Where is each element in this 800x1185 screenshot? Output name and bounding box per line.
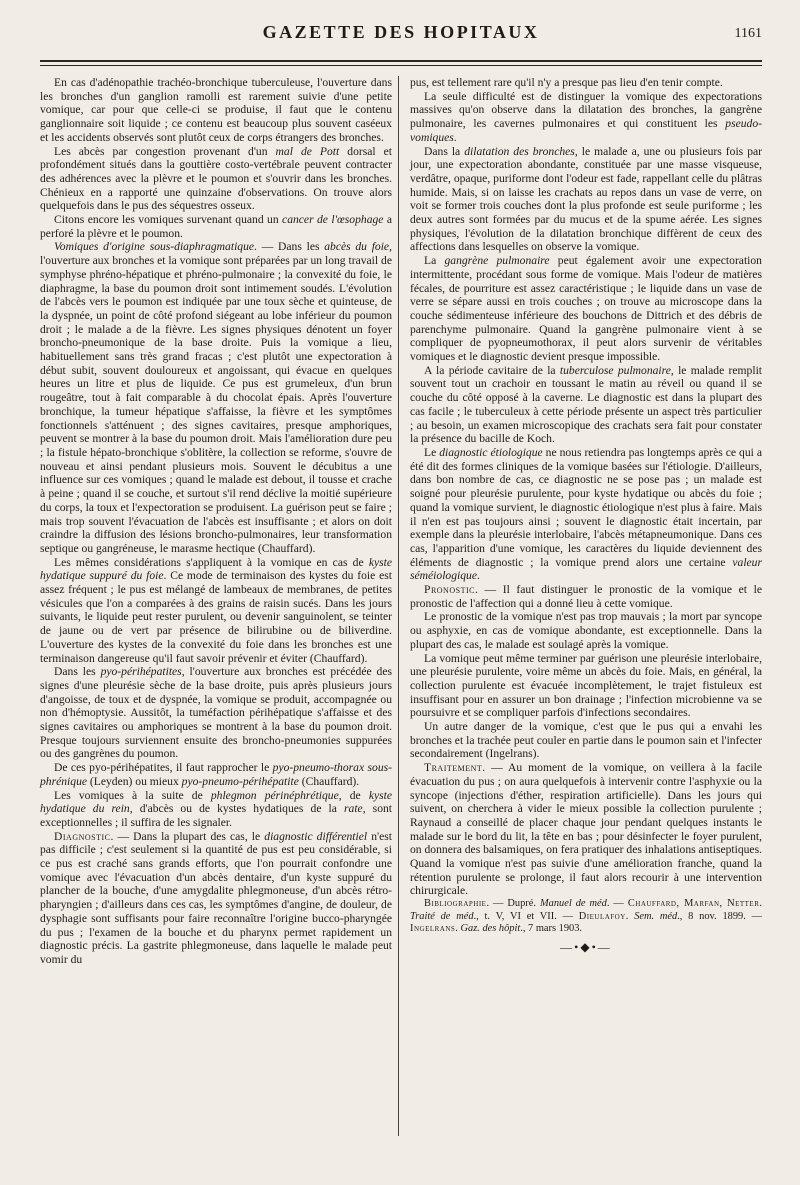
text-span: . (455, 923, 461, 934)
right-column (410, 76, 762, 955)
paragraph (410, 652, 762, 721)
smallcaps-span: Traitement (424, 761, 483, 775)
italic-span: rate (344, 802, 363, 816)
text-span: Les abcès par congestion provenant d'un (54, 144, 276, 158)
paragraph (410, 254, 762, 364)
header-rule-thick (40, 60, 762, 62)
text-span: Les vomiques à la suite de (54, 788, 211, 802)
italic-span: kyste hydatique suppuré du foie (40, 555, 392, 583)
italic-span: dilatation des bronches (464, 144, 575, 158)
paragraph (40, 830, 392, 967)
text-span: . — Dans la plupart des cas, le (110, 829, 265, 843)
paragraph (40, 665, 392, 761)
italic-span: pyo-pneumo-thorax sous-phrénique (40, 761, 392, 788)
text-span: La seule difficulté est de distinguer la vomique des expectorations massives qu'on observe dans la dilatation des bronches, la gangrène pulmonaire, les cavernes pulmonaires et qui constituent les (410, 89, 762, 131)
left-column (40, 76, 392, 967)
italic-span: diagnostic différentiel (264, 829, 368, 843)
paragraph (410, 898, 762, 935)
text-span: ., t. V, VI et VII. — (473, 910, 579, 922)
italic-span: Manuel de méd (539, 898, 607, 910)
text-span: . (759, 898, 762, 910)
text-span: Dans les (54, 665, 101, 679)
text-span: Dans la (424, 144, 465, 158)
italic-span: kyste hydatique du rein (40, 788, 392, 816)
italic-span: pseudo-vomiques (410, 117, 762, 144)
end-ornament: —•◆•— (560, 940, 612, 955)
running-title: GAZETTE DES HOPITAUX (262, 22, 540, 42)
page-header (40, 18, 762, 48)
text-span: peut également avoir une expectoration intermittente, procédant sous forme de vomique. Mais l'odeur de matières fécales, de pourriture est assez caractéristique ; le liquide dans un vase de verre se sépare aussi en trois couches ; on trouve au microscope dans la couche sédimenteuse inférieure des bouchons de Dittrich et des débris de parenchyme pulmonaire. Quand la gangrène pulmonaire vient à se compliquer de pyopneumothorax, il peut alors survenir de véritables vomiques et le diagnostic devient presque impossible. (410, 254, 762, 364)
text-span: . — Il faut distinguer le pronostic de la vomique et le pronostic de l'affection qui a donné lieu à cette vomique. (410, 583, 762, 610)
text-span: A la période cavitaire de la (424, 363, 560, 377)
text-span: Citons encore les vomiques survenant quand un (54, 213, 283, 227)
text-span: , d'abcès ou de kystes hydatiques de la (129, 802, 345, 816)
paragraph (410, 761, 762, 898)
italic-span: Gaz. des hôpit (460, 923, 521, 934)
text-span: (Leyden) ou mieux (87, 774, 182, 788)
text-span: , sont exceptionnelles ; il suffira de les signaler. (40, 802, 393, 829)
paragraph (40, 240, 392, 555)
text-span: , le malade remplit souvent tout un crachoir en toussant le matin au réveil ou quand il se couche du côté opposé à la caverne. Le diagnostic est dans la plupart des cas facile ; le tuberculeux à cette période présente un aspect très particulier ; au besoin, un examen microscopique des crachats sera fait pour constater la présence du bacille de Koch. (410, 363, 763, 446)
italic-span: abcès du foie (324, 240, 390, 254)
paragraph (410, 446, 762, 583)
paragraph (410, 720, 762, 761)
text-span: ., 8 nov. 1899. — (677, 910, 763, 922)
paragraph (410, 145, 762, 255)
italic-span: pyo-pneumo-périhépatite (181, 774, 299, 788)
paragraph (40, 789, 392, 830)
smallcaps-span: Ingelrans (410, 923, 456, 934)
italic-span: gangrène pulmonaire (444, 254, 550, 268)
text-span: , l'ouverture aux bronches et la vomique sont préparées par un long travail de symphyse phréno-hépatique et phréno-pulmonaire ; la convexité du foie, le diaphragme, la base du poumon droit sont intimement soudés. L'évolution de l'abcès vers le poumon est indiquée par une toux sèche et quinteuse, de la dyspnée, un point de côté profond siégeant au lobe inférieur du poumon droit ; le malade a de la fièvre. Les signes physiques dénotent un foyer broncho-pneumonique de la base droite. Puis la vomique a lieu, habituellement sans très grand fracas ; c'est plutôt une expectoration à début subit, souvent douloureux et angoissant, qui évacue en quelques heures un litre et plus de liquide. Ce pus est grumeleux, d'un brun rougeâtre, tout à fait comparable à du chocolat épais. Après l'ouverture bronchique, la tumeur hépatique s'affaisse, la fièvre et les symptômes fonctionnels s'atténuent ; des signes cavitaires, presque amphoriques, peuvent se montrer à la base du poumon droit. Mais l'amélioration dure peu ; la fistule hépato-bronchique s'oblitère, la collection se reforme, s'ouvre de nouveau et ainsi pendant plusieurs mois. Souvent le décubitus a une influence sur ces vomiques ; quand le malade est debout, il tousse et crache à peine ; quand il se couche, et surtout s'il rend déclive la moitié supérieure du corps, la toux et l'expectoration se produisent. La guérison peut se faire ; mais trop souvent l'évacuation de l'abcès est insuffisante ; et alors on doit craindre la diffusion des lésions broncho-pulmonaires, leur transformation septique ou gangréneuse, le marasme hectique (Chauffard). (40, 240, 392, 555)
italic-span: Traité de méd (410, 910, 474, 922)
smallcaps-span: Dieulafoy (578, 910, 626, 922)
text-span: , l'ouverture aux bronches est précédée des signes d'une pleurésie sèche de la base droite, puis après plusieurs jours d'angoisse, de toux et de dyspnée, la vomique se produit, accompagnée ou non d'hémoptysie. Aussitôt, la tuméfaction périhépatique s'affaisse et des signes cavitaires ou amphoriques se montrent à la base du poumon droit. Presque toujours surviennent ensuite des broncho-pneumonies suppurées ou des gangrènes du poumon. (40, 665, 392, 761)
text-span: En cas d'adénopathie trachéo-bronchique tuberculeuse, l'ouverture dans les bronches d'un ganglion ramolli est rarement suivie d'une petite vomique, car pour que celle-ci se produise, il faut que le contenu ganglionnaire soit liquide ; ce contenu est beaucoup plus souvent caséeux et les accidents observés sont plutôt ceux de corps étrangers des bronches. (40, 76, 392, 144)
text-span: a perforé la plèvre et le poumon. (40, 213, 392, 240)
page-number: 1161 (734, 26, 762, 41)
text-span: Les mêmes considérations s'appliquent à la vomique en cas de (54, 555, 369, 569)
italic-span: diagnostic étiologique (439, 445, 543, 459)
paragraph (410, 364, 762, 446)
text-span: . (453, 130, 457, 144)
paragraph (40, 145, 392, 214)
smallcaps-span: Pronostic (424, 583, 475, 597)
text-span: . — Dans les (254, 240, 325, 254)
smallcaps-span: Chauffard, Marfan, Netter (627, 898, 760, 910)
smallcaps-span: Bibliographie (424, 898, 487, 910)
italic-span: phlegmon périnéphrétique (210, 788, 339, 802)
text-span: . (625, 910, 635, 922)
paragraph (40, 761, 392, 788)
text-span: , de (338, 788, 369, 802)
text-span: . (476, 569, 480, 583)
paragraph (40, 76, 392, 145)
italic-span: tuberculose pulmonaire (559, 363, 671, 377)
column-divider (398, 76, 399, 1136)
text-span: . Ce mode de terminaison des kystes du foie est assez fréquent ; le pus est mélangé de lambeaux de membranes, de petites vésicules que l'on a comparées à des grains de raisin sucés. Dans les jours suivants, le liquide peut rester purulent, ou devenir sanguinolent, se teinter de jaune ou de vert par présence de bilirubine ou de biliverdine. L'ouverture des kystes de la convexité du foie dans les bronches est une terminaison dangereuse qu'il faut savoir prévenir et éviter (Chauffard). (40, 569, 392, 665)
paragraph (40, 556, 392, 666)
text-span: pus, est tellement rare qu'il n'y a presque pas lieu d'en tenir compte. (410, 76, 723, 89)
text-span: . — (606, 898, 628, 910)
smallcaps-span: Diagnostic (54, 829, 111, 843)
text-span: Le (424, 445, 440, 459)
italic-span: cancer de l'œsophage (282, 213, 384, 227)
text-span: De ces pyo-périhépatites, il faut rapprocher le (54, 761, 273, 775)
text-span: ., 7 mars 1903. (520, 923, 583, 934)
paragraph (410, 583, 762, 610)
text-span: , le malade a, une ou plusieurs fois par jour, une expectoration abondante, constituée par une masse visqueuse, verdâtre, opaque, puriforme dont l'odeur est fade, rappellant celle du plâtras humide. Mais, si on laisse les crachats au repos dans un vase de verre, on voit se former trois couches dont la plus profonde est seule puriforme ; les deux autres sont formées par du mucus et de la spume aérée. Les signes physiques, l'évolution de la dilatation bronchique diffèrent de ceux des affections dans lesquelles on observe la vomique. (410, 144, 762, 254)
paragraph (410, 90, 762, 145)
italic-span: valeur séméiologique (410, 555, 762, 583)
paragraph (410, 610, 762, 651)
text-span: (Chauffard). (298, 774, 360, 788)
text-span: n'est pas difficile ; c'est seulement si la quantité de pus est peu considérable, si ce pus est craché sans grands efforts, que l'on pourrait confondre une vomique avec l'évacuation d'un abcès dentaire, d'un kyste suppuré du plancher de la bouche, d'une amygdalite phlegmoneuse, d'un abcès rétro-pharyngien ; d'ailleurs dans ces cas, les symptômes d'angine, de douleur, de dysphagie sont suffisants pour faire reconnaître l'origine bucco-pharyngée du pus ; l'examen de la bouche et du pharynx permet rapidement un diagnostic précis. La gastrite phlegmoneuse, dans laquelle le malade peut vomir du (40, 829, 392, 966)
italic-span: mal de Pott (275, 144, 340, 158)
paragraph (40, 213, 392, 240)
text-span: . — Au moment de la vomique, on veillera à la facile évacuation du pus ; on aura quelquefois à intervenir contre l'asphyxie ou la syncope (injections d'éther, respiration artificielle). Dans les jours qui suivent, on cherchera à vider le mieux possible la collection purulente ; Raynaud a conseillé de placer chaque jour pendant quelques instants le malade sur le bord du lit, la tête en bas ; pour désinfecter le foyer purulent, on donnera des balsamiques, on fera pratiquer des inhalations antiseptiques. Quand la vomique n'est pas suivie d'une amélioration franche, quand la rétention purulente se prolonge, il faut alors recourir à une intervention chirurgicale. (410, 761, 762, 898)
text-span: La vomique peut même terminer par guérison une pleurésie interlobaire, une pleurésie purulente, voire même un abcès du foie. Mais, en général, la collection purulente est évacuée incomplètement, le trajet fistuleux est insuffisant pour en assurer un bon drainage ; l'infection microbienne va se poursuivre et se compliquer parfois d'infections secondaires. (410, 651, 762, 720)
text-span: La (424, 254, 445, 268)
italic-span: Vomiques d'origine sous-diaphragmatique (54, 240, 255, 254)
italic-span: Sem. méd (634, 910, 678, 922)
text-span: Un autre danger de la vomique, c'est que le pus qui a envahi les bronches et la trachée peut couler en partie dans le poumon sain et l'infecter secondairement (Ingelrans). (410, 720, 762, 761)
text-span: dorsal et profondément situés dans la gouttière costo-vertébrale peuvent contracter des adhérences avec la plèvre et le poumon et s'ouvrir dans les bronches. Chénieux en a rapporté une quinzaine d'observations. On trouve alors quelquefois dans le pus des séquestres osseux. (40, 144, 393, 213)
text-span: . — Dupré. (486, 898, 540, 910)
header-rule-thin (40, 65, 762, 66)
italic-span: pyo-périhépatites (100, 665, 182, 679)
text-span: Le pronostic de la vomique n'est pas trop mauvais ; la mort par syncope ou asphyxie, en cas de vomique abondante, est exceptionnelle. Dans la plupart des cas, le malade est soulagé après la vomique. (410, 610, 762, 651)
text-span: ne nous retiendra pas longtemps après ce qui a été dit des formes cliniques de la vomique basées sur l'étiologie. D'ailleurs, dans bon nombre de cas, ce diagnostic ne se pose pas ; un malade est soigné pour pleurésie purulente, pour kyste hydatique ou abcès du foie ; quand la vomique survient, le diagnostic étiologique n'est plus à faire. Mais il n'en est pas toujours ainsi ; souvent le diagnostic était incertain, par exemple dans la pleurésie interlobaire, l'abcès métapneumonique. Dans ces cas, l'apparition d'une vomique, les caractères du liquide deviennent des éléments de diagnostic ; la vomique prend alors une certaine (410, 445, 762, 569)
paragraph (410, 76, 762, 90)
